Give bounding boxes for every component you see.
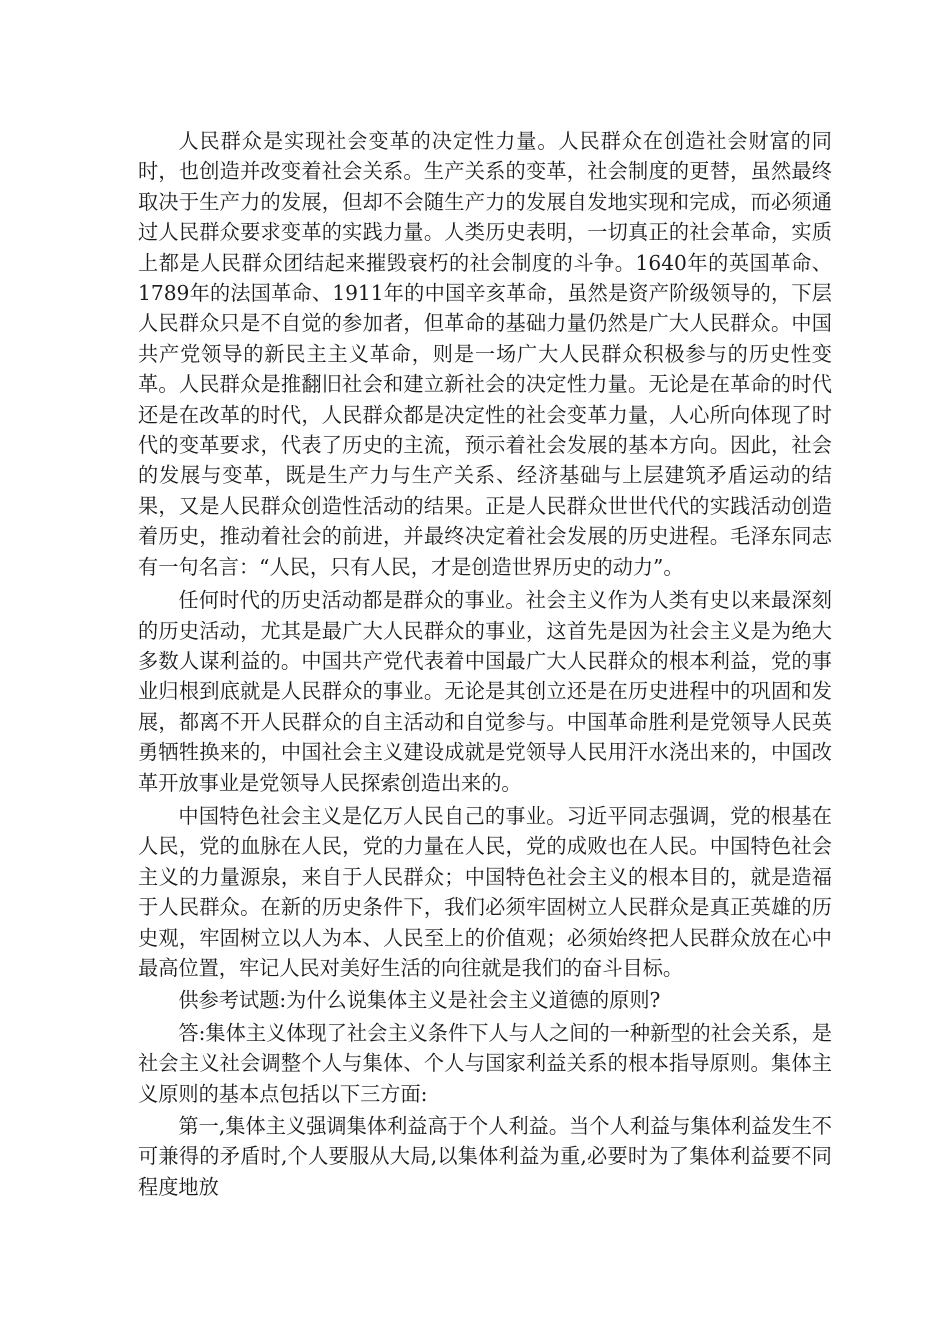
document-body — [138, 126, 832, 1202]
paragraph-answer: 答:集体主义体现了社会主义条件下人与人之间的一种新型的社会关系，是社会主义社会调整个人与集体、个人与国家利益关系的根本指导原则。集体主义原则的基本点包括以下三方面: — [138, 1020, 832, 1106]
paragraph-point-one: 第一,集体主义强调集体利益高于个人利益。当个人利益与集体利益发生不可兼得的矛盾时,个人要服从大局,以集体利益为重,必要时为了集体利益要不同程度地放 — [138, 1114, 832, 1199]
paragraph-question: 供参考试题:为什么说集体主义是社会主义道德的原则? — [178, 988, 661, 1013]
paragraph-social-change: 人民群众是实现社会变革的决定性力量。人民群众在创造社会财富的同时，也创造并改变着社会关系。生产关系的变革，社会制度的更替，虽然最终取决于生产力的发展，但却不会随生产力的发展自发地实现和完成，而必须通过人民群众要求变革的实践力量。人类历史表明，一切真正的社会革命，实质上都是人民群众团结起来摧毁衰朽的社会制度的斗争。1640年的英国革命、1789年的法国革命、1911年的中国辛亥革命，虽然是资产阶级领导的，下层人民群众只是不自觉的参加者，但革命的基础力量仍然是广大人民群众。中国共产党领导的新民主主义革命，则是一场广大人民群众积极参与的历史性变革。人民群众是推翻旧社会和建立新社会的决定性力量。无论是在革命的时代还是在改革的时代，人民群众都是决定性的社会变革力量，人心所向体现了时代的变革要求，代表了历史的主流，预示着社会发展的基本方向。因此，社会的发展与变革，既是生产力与生产关系、经济基础与上层建筑矛盾运动的结果，又是人民群众创造性活动的结果。正是人民群众世世代代的实践活动创造着历史，推动着社会的前进，并最终决定着社会发展的历史进程。毛泽东同志有一句名言：“人民，只有人民，才是创造世界历史的动力”。 — [138, 129, 832, 579]
paragraph-mass-cause: 任何时代的历史活动都是群众的事业。社会主义作为人类有史以来最深刻的历史活动，尤其是最广大人民群众的事业，这首先是因为社会主义是为绝大多数人谋利益的。中国共产党代表着中国最广大人民群众的根本利益，党的事业归根到底就是人民群众的事业。无论是其创立还是在历史进程中的巩固和发展，都离不开人民群众的自主活动和自觉参与。中国革命胜利是党领导人民英勇牺牲换来的，中国社会主义建设成就是党领导人民用汗水浇出来的，中国改革开放事业是党领导人民探索创造出来的。 — [138, 588, 832, 795]
paragraph-socialism-people: 中国特色社会主义是亿万人民自己的事业。习近平同志强调，党的根基在人民，党的血脉在人民，党的力量在人民，党的成败也在人民。中国特色社会主义的力量源泉，来自于人民群众；中国特色社会主义的根本目的，就是造福于人民群众。在新的历史条件下，我们必须牢固树立人民群众是真正英雄的历史观，牢固树立以人为本、人民至上的价值观；必须始终把人民群众放在心中最高位置，牢记人民对美好生活的向往就是我们的奋斗目标。 — [138, 803, 832, 980]
